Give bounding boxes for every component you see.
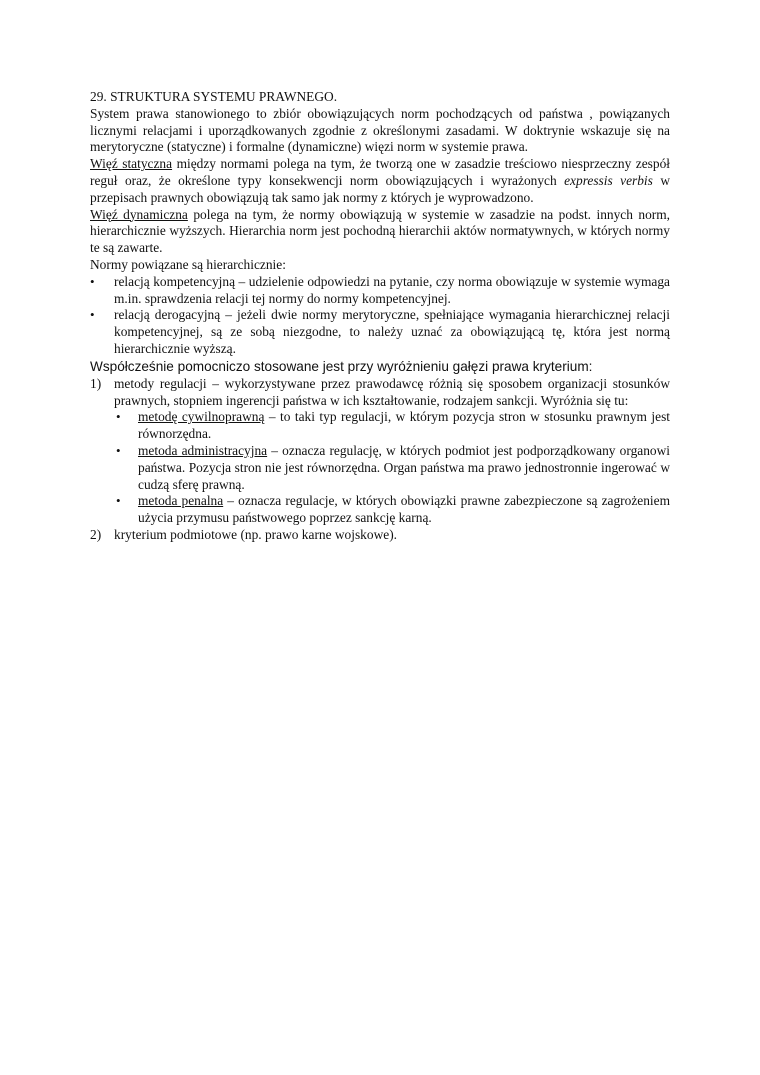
method-text: – to taki typ regulacji, w którym pozycja stron w stosunku prawnym jest równorzędna. [138,409,670,442]
static-bond-paragraph [90,156,670,206]
intro-paragraph: System prawa stanowionego to zbiór obowiązujących norm pochodzących od państwa , powiązanych licznymi relacjami i uporządkowanych zgodnie z określonymi zasadami. W doktrynie wskazuje się na merytoryczne (statyczne) i formalne (dynamiczne) więzi norm w systemie prawa. [90,105,670,155]
criteria-number: 2) [90,526,102,542]
criteria-list [90,376,670,544]
hierarchy-list [90,274,670,358]
criteria-number: 1) [90,375,102,391]
hierarchy-lead: Normy powiązane są hierarchicznie: [90,256,286,272]
document-page [90,89,670,544]
static-bond-text: między normami polega na tym, że tworzą one w zasadzie treściowo niesprzeczny zespół reguł oraz, że określone typy konsekwencji norm obowiązujących i wyrażonych [90,156,670,188]
static-bond-term: Więź statyczna [90,156,173,172]
dynamic-bond-term: Więź dynamiczna [90,206,188,222]
criteria-text: kryterium podmiotowe (np. prawo karne wojskowe). [114,526,397,542]
dynamic-bond-paragraph [90,207,670,257]
method-item-administrative [114,443,670,493]
hierarchy-item-competence: • relacją kompetencyjną – udzielenie odpowiedzi na pytanie, czy norma obowiązuje w systemie wymaga m.in. sprawdzenia relacji tej normy do normy kompetencyjnej. [90,274,670,308]
method-text: – oznacza regulacje, w których obowiązki prawne zabezpieczone są zagrożeniem użycia przymusu państwowego poprzez sankcję karną. [138,493,670,526]
hierarchy-item-derogation: • relacją derogacyjną – jeżeli dwie normy merytoryczne, spełniające wymagania hierarchicznej relacji kompetencyjnej, są ze sobą niezgodne, to należy uznać za obowiązującą tę, która jest normą hierarchicznie wyższą. [90,307,670,357]
method-item-penal [114,493,670,527]
section-title: 29. STRUKTURA SYSTEMU PRAWNEGO. [90,89,338,104]
method-text: – oznacza regulację, w których podmiot jest podporządkowany organowi państwa. Pozycja stron nie jest równorzędna. Organ państwa ma prawo jednostronnie ingerować w cudzą sferę prawną. [138,442,670,492]
criteria-item-methods [90,376,670,527]
static-bond-italic: expressis verbis [564,172,653,188]
method-term: metoda administracyjna [138,442,268,458]
method-term: metoda penalna [138,493,224,509]
dynamic-bond-text: polega na tym, że normy obowiązują w systemie w zasadzie na podst. innych norm, hierarchicznie wyższych. Hierarchia norm jest pochodną hierarchii aktów normatywnych, w których normy te są zawarte. [90,206,671,256]
method-item-civil [114,409,670,443]
criteria-lead: Współcześnie pomocniczo stosowane jest przy wyróżnieniu gałęzi prawa kryterium: [90,358,593,374]
static-bond-text-end: w przepisach prawnych obowiązują tak samo jak normy z których je wyprowadzono. [90,172,670,205]
criteria-text: metody regulacji – wykorzystywane przez prawodawcę różnią się sposobem organizacji stosunków prawnych, stopniem ingerencji państwa w ich kształtowanie, rodzajem sankcji. Wyróżnia się tu: [114,375,670,408]
methods-list [114,409,670,527]
method-term: metodę cywilnoprawną [138,409,265,425]
criteria-item-subject [90,527,670,544]
